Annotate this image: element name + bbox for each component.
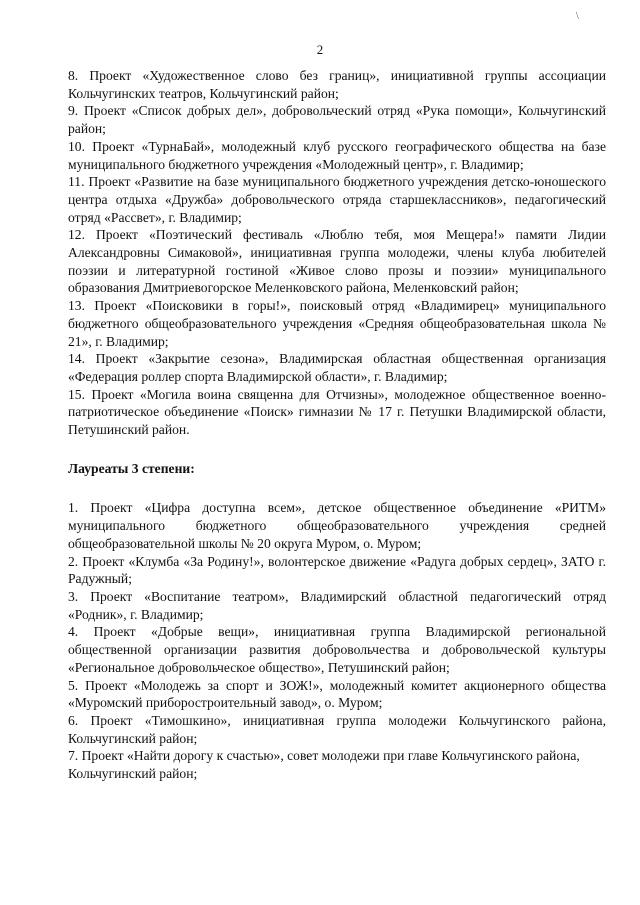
corner-mark: \	[576, 11, 579, 22]
page-number: 2	[316, 42, 324, 57]
list-item: 6. Проект «Тимошкино», инициативная группа молодежи Кольчугинского района, Кольчугинский район;	[68, 712, 606, 746]
list-item: 8. Проект «Художественное слово без границ», инициативной группы ассоциации Кольчугинских театров, Кольчугинский район;	[68, 68, 606, 101]
section-heading-third-degree: Лауреаты 3 степени:	[68, 460, 195, 476]
list-item: 7. Проект «Найти дорогу к счастью», совет молодежи при главе Кольчугинского района, Кольчугинский район;	[68, 748, 580, 782]
laureates-third-degree-list	[68, 499, 606, 782]
list-item: 13. Проект «Поисковики в горы!», поисковый отряд «Владимирец» муниципального бюджетного общеобразовательного учреждения «Средняя общеобразовательная школа № 21», г. Владимир;	[68, 298, 606, 349]
list-item: 11. Проект «Развитие на базе муниципального бюджетного учреждения детско-юношеского центра отдыха «Дружба» добровольческого отряда старшеклассников», педагогический отряд «Рассвет», г. Владимир;	[68, 174, 606, 225]
list-item: 1. Проект «Цифра доступна всем», детское общественное объединение «РИТМ» муниципального бюджетного общеобразовательного учреждения средней общеобразовательной школы № 20 округа Муром, о. Муром;	[68, 500, 606, 551]
list-item: 12. Проект «Поэтический фестиваль «Люблю тебя, моя Мещера!» памяти Лидии Александровны Симаковой», инициативная группа молодежи, члены клуба любителей поэзии и литературной гостиной «Живое слово прозы и поэзии» муниципального образования Дмитриевогорское Меленковского района, Меленковский район;	[68, 227, 606, 296]
list-item: 14. Проект «Закрытие сезона», Владимирская областная общественная организация «Федерация роллер спорта Владимирской области», г. Владимир;	[68, 351, 606, 384]
list-item: 3. Проект «Воспитание театром», Владимирский областной педагогический отряд «Родник», г. Владимир;	[68, 588, 606, 622]
list-item: 4. Проект «Добрые вещи», инициативная группа Владимирской региональной общественной организации развития добровольчества и добровольческой культуры «Региональное добровольческое общество», Петушинский район;	[68, 624, 606, 675]
laureates-list-continued	[68, 67, 606, 439]
list-item: 5. Проект «Молодежь за спорт и ЗОЖ!», молодежный комитет акционерного общества «Муромский приборостроительный завод», о. Муром;	[68, 677, 606, 711]
list-item: 10. Проект «ТурнаБай», молодежный клуб русского географического общества на базе муниципального бюджетного учреждения «Молодежный центр», г. Владимир;	[68, 138, 606, 172]
document-body	[68, 67, 606, 783]
list-item: 15. Проект «Могила воина священна для Отчизны», молодежное общественное военно-патриотическое объединение «Поиск» гимназии № 17 г. Петушки Владимирской области, Петушинский район.	[68, 386, 606, 438]
list-item: 2. Проект «Клумба «За Родину!», волонтерское движение «Радуга добрых сердец», ЗАТО г. Радужный;	[68, 553, 606, 587]
list-item: 9. Проект «Список добрых дел», добровольческий отряд «Рука помощи», Кольчугинский район;	[68, 103, 606, 137]
